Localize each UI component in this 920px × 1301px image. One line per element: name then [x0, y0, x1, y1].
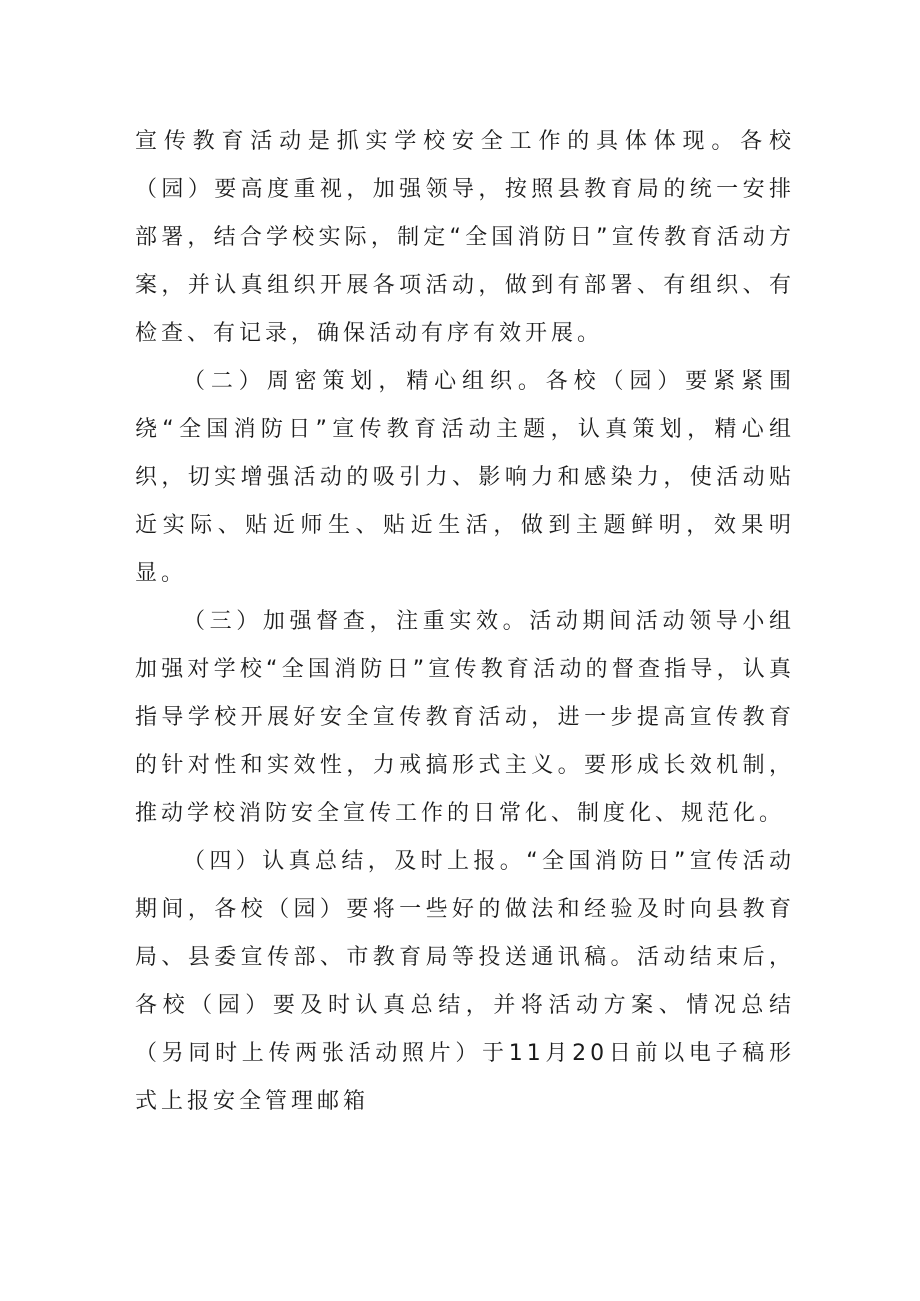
paragraph-section-2: （二）周密策划，精心组织。各校（园）要紧紧围绕“全国消防日”宣传教育活动主题，认真策划，精心组织，切实增强活动的吸引力、影响力和感染力，使活动贴近实际、贴近师生、贴近生活，做到主题鲜明，效果明显。 [135, 369, 795, 586]
paragraph-intro: 宣传教育活动是抓实学校安全工作的具体体现。各校（园）要高度重视，加强领导，按照县教育局的统一安排部署，结合学校实际，制定“全国消防日”宣传教育活动方案，并认真组织开展各项活动，做到有部署、有组织、有检查、有记录，确保活动有序有效开展。 [135, 129, 795, 346]
document-body [135, 118, 795, 1126]
paragraph-section-3: （三）加强督查，注重实效。活动期间活动领导小组加强对学校“全国消防日”宣传教育活动的督查指导，认真指导学校开展好安全宣传教育活动，进一步提高宣传教育的针对性和实效性，力戒搞形式主义。要形成长效机制，推动学校消防安全宣传工作的日常化、制度化、规范化。 [135, 609, 795, 826]
paragraph-section-4: （四）认真总结，及时上报。“全国消防日”宣传活动期间，各校（园）要将一些好的做法和经验及时向县教育局、县委宣传部、市教育局等投送通讯稿。活动结束后，各校（园）要及时认真总结，并将活动方案、情况总结（另同时上传两张活动照片）于11月20日前以电子稿形式上报安全管理邮箱 [135, 849, 795, 1114]
